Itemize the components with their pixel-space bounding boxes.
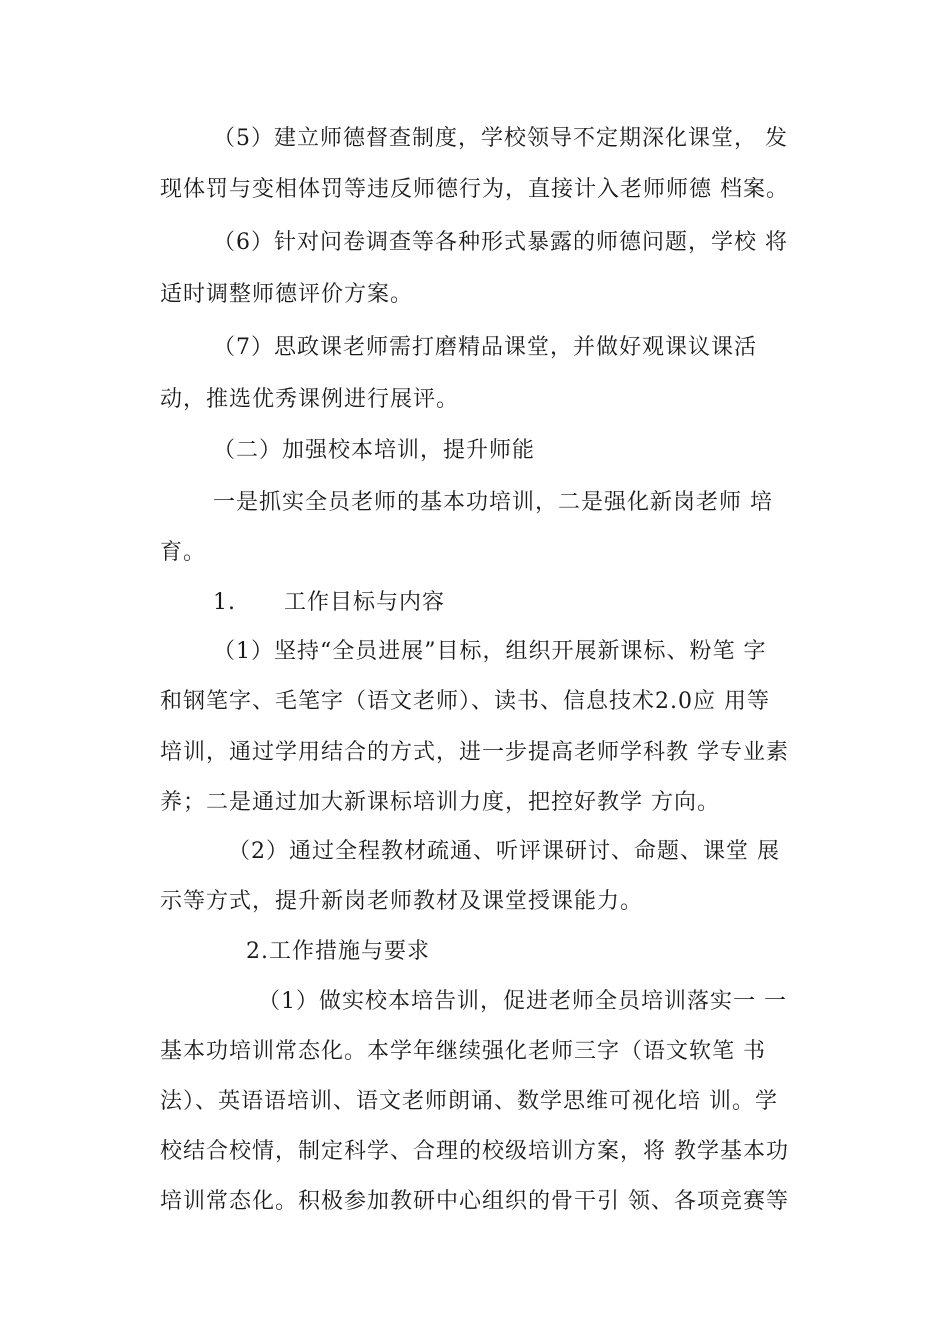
text-line: （5）建立师德督查制度，学校领导不定期深化课堂， 发 (213, 126, 788, 151)
text-line: 现体罚与变相体罚等违反师德行为，直接计入老师师德 档案。 (160, 177, 789, 202)
text-line: 培训，通过学用结合的方式，进一步提高老师学科教 学专业素 (160, 740, 789, 765)
text-line: 养；二是通过加大新课标培训力度，把控好教学 方向。 (160, 790, 720, 815)
text-line: （2）通过全程教材疏通、听评课研讨、命题、课堂 展 (228, 839, 780, 864)
text-line: （6）针对问卷调查等各种形式暴露的师德问题，学校 将 (213, 230, 788, 255)
text-line: 培训常态化。积极参加教研中心组织的骨干引 领、各项竞赛等 (160, 1189, 789, 1214)
text-line: 示等方式，提升新岗老师教材及课堂授课能力。 (160, 889, 644, 914)
text-line: 适时调整师德评价方案。 (160, 282, 414, 307)
section-heading: 2.工作措施与要求 (246, 939, 430, 964)
text-line: 动，推选优秀课例进行展评。 (160, 387, 460, 412)
text-line: （1）做实校本培告训，促进老师全员培训落实一 一 (258, 989, 787, 1014)
section-heading: 1. 工作目标与内容 (213, 590, 445, 615)
text-line: （7）思政课老师需打磨精品课堂，并做好观课议课活 (213, 335, 757, 360)
text-line: 校结合校情，制定科学、合理的校级培训方案，将 教学基本功 (160, 1139, 789, 1164)
text-line: 法）、英语语培训、语文老师朗诵、数学思维可视化培 训。学 (160, 1089, 778, 1114)
text-line: 基本功培训常态化。本学年继续强化老师三字（语文软笔 书 (160, 1039, 766, 1064)
section-heading: （二）加强校本培训，提升师能 (213, 438, 536, 463)
text-line: 育。 (160, 540, 207, 565)
text-line: （1）坚持“全员进展”目标，组织开展新课标、粉笔 字 (213, 639, 767, 664)
text-line: 和钢笔字、毛笔字（语文老师）、读书、信息技术2.0应 用等 (160, 689, 770, 714)
text-line: 一是抓实全员老师的基本功培训，二是强化新岗老师 培 (213, 490, 773, 515)
